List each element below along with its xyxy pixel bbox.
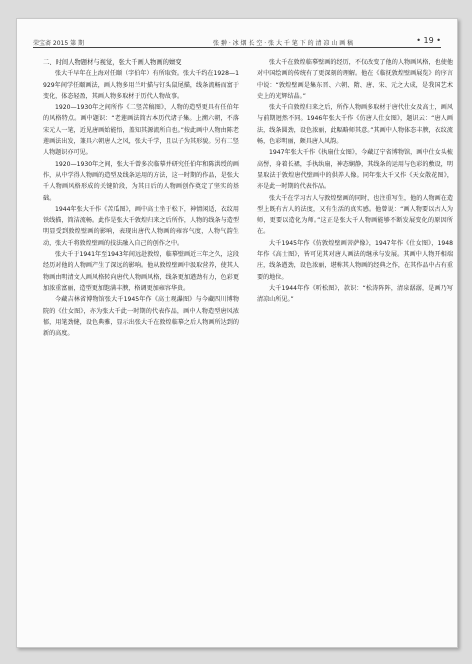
paragraph: 大千1945年作《仿敦煌壁画菩萨像》，1947年作《仕女图》，1948年作《高士图》，皆可见其对唐人画法的继承与发展。其画中人物开相端庄，线条遒劲，设色浓丽，堪称其人物画的经典之作，在其作品中占有重要的地位。 <box>257 239 453 281</box>
section-heading: 二、时间人物题材与视觉，张大千画人物画的嬗变 <box>43 59 182 66</box>
right-column <box>257 57 453 306</box>
page-header <box>33 34 441 48</box>
paragraph: 张大千在学习古人与敦煌壁画的同时，也注重写生，他的人物画在造型上既有古人的法度，又有生活的真实感。他曾说：“画人物要以古人为师，更要以造化为师。”这正是张大千人物画能够不断发展变化的原因所在。 <box>257 194 453 236</box>
paragraph: 张大千于1941年至1943年间远赴敦煌，临摹壁画近三年之久，这段经历对他的人物画产生了深远的影响。他从敦煌壁画中汲取营养，使其人物画由明清文人画风格转向唐代人物画风格，线条更加遒劲有力，色彩更加浓重富丽，造型更加饱满丰腴，格调更加雍容华贵。 <box>43 251 239 292</box>
running-title: 张 翀 · 冰 烟 长 空 · 张 大 千 笔 下 的 清 凉 山 画 稿 <box>213 40 354 47</box>
paragraph: 今藏吉林省博物馆张大千1945年作《高士观瀑图》与今藏四川博物院的《仕女图》，亦为张大千此一时期的代表作品，画中人物造型唐风浓郁，用笔劲健，设色典雅，显示出张大千在敦煌临摹之后人物画所达到的新的高度。 <box>43 296 239 338</box>
paragraph: 张大千在敦煌临摹壁画的经历，不仅改变了他的人物画风格，也使他对中国绘画的传统有了更深刻的理解。他在《临抚敦煌壁画展览》的序言中说：“敦煌壁画是集东晋、六朝、隋、唐、宋、元之大成，是我国艺术史上的光辉结晶。” <box>257 59 453 100</box>
paragraph: 张大千自敦煌归来之后，所作人物画多取材于唐代仕女及高士，画风与前期迥然不同。1946年张大千作《仿唐人仕女图》，题识云：“唐人画法，线条圆劲，设色浓丽，此幅略师其意。”其画中人物体态丰腴，衣纹流畅，色彩明丽，颇具唐人风韵。 <box>257 104 453 146</box>
paragraph: 1920—1930年之间所作《二竖苦稿图》，人物的造型更具有任伯年的风格特点。画中题识：“老莲画法简古本历代诸子集。上溯六朝，不落宋元人一笔，近见唐画始能悟，盖知其源流所自也。”按此画中人物由陈老莲画法出发，兼具六朝唐人之风，张大千学，且以子为其形貌。另有二竖人物题识亦可见。 <box>43 104 239 157</box>
header-rule <box>33 47 441 48</box>
paragraph: 1947年张大千作《执扇仕女图》，今藏辽宁省博物馆，画中仕女头梳高髻，身着长裙，手执纨扇，神态娴静，其线条的运用与色彩的敷设，明显取法于敦煌唐代壁画中的供养人像。同年张大千又作《天女散花图》，亦是此一时期的代表作品。 <box>257 149 453 191</box>
paragraph: 1920—1930年之间，张大千曾多次临摹并研究任伯年和陈洪绶的画作，从中学得人物画的造型及线条运用的方法，这一时期的作品，是张大千人物画风格形成的关键阶段，为其日后的人物画创作奠定了坚实的基础。 <box>43 160 239 202</box>
paragraph: 1944年张大千作《苦瓜图》，画中高士坐于松下，神情闲适，衣纹用铁线描，简洁流畅。此作是张大千敦煌归来之后所作，人物的线条与造型明显受到敦煌壁画的影响，表现出唐代人物画的雍容气度，人物气韵生动，张大千将敦煌壁画的技法融入自己的创作之中。 <box>43 205 239 247</box>
journal-issue: 荣宝斋 2015 第 期 <box>33 40 84 47</box>
document-page <box>16 18 458 648</box>
paragraph: 张大千早年在上海对任颐（字伯年）有所取资。张大千约在1928—1929年间学任颐画法，画人物多用兰叶描与钉头鼠尾描，线条流畅而富于变化，体态轻盈，其画人物多取材于历代人物故事。 <box>43 70 239 100</box>
page-number: • 19 • <box>416 36 441 45</box>
left-column <box>43 57 239 339</box>
paragraph: 大千1944年作《听松图》，款识：“松涛阵阵，清泉潺潺，是画乃写清凉山所见。” <box>257 284 453 304</box>
